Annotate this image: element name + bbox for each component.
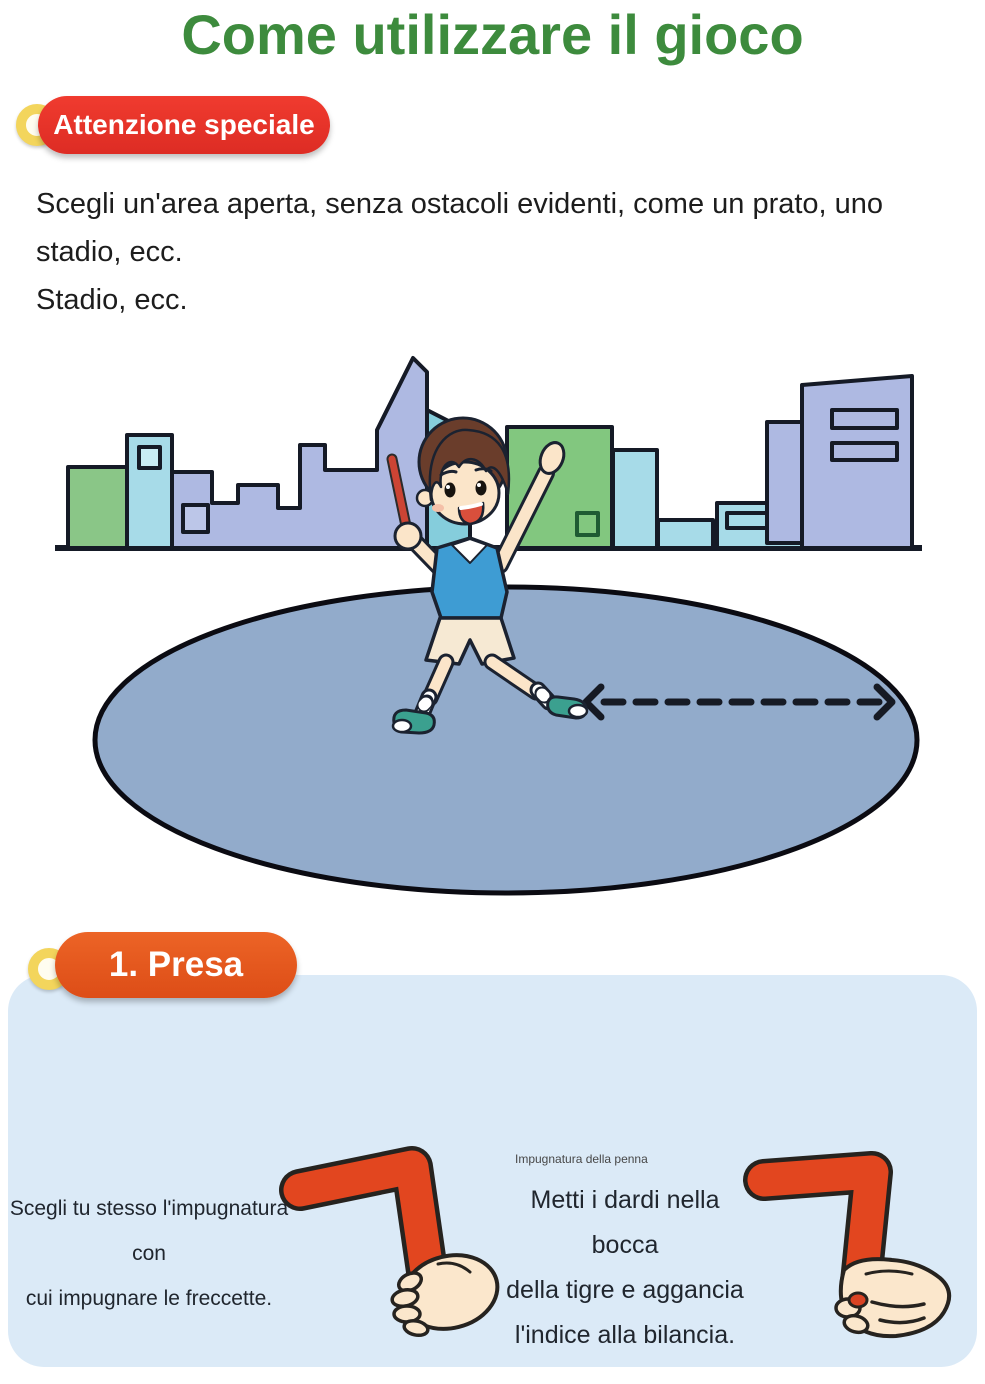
- grip-left-text-line: Scegli tu stesso l'impugnatura con: [9, 1197, 289, 1265]
- attention-badge-label: Attenzione speciale: [53, 109, 315, 140]
- grip-center-text: [500, 1178, 750, 1358]
- intro-line: Stadio, ecc.: [36, 284, 188, 316]
- page-title: Come utilizzare il gioco: [181, 3, 804, 66]
- grip-left-text-line: cui impugnare le freccette.: [25, 1287, 273, 1310]
- hand-icon: [836, 1259, 949, 1336]
- intro-paragraph: [36, 180, 946, 324]
- attention-badge: [38, 96, 330, 154]
- open-area-illustration: [0, 340, 985, 940]
- grip-section-badge: [55, 932, 297, 998]
- boomerang-grip-side-icon: [732, 1142, 985, 1352]
- intro-line: Scegli un'area aperta, senza ostacoli evidenti, come un prato, uno: [36, 188, 884, 220]
- pen-grip-caption: Impugnatura della penna: [515, 1152, 648, 1166]
- grip-center-text-line: della tigre e aggancia: [506, 1276, 744, 1304]
- grip-section-badge-label: 1. Presa: [108, 945, 244, 984]
- grip-center-text-line: Metti i dardi nella bocca: [530, 1186, 720, 1259]
- intro-line: stadio, ecc.: [36, 236, 183, 268]
- grip-left-text: [6, 1186, 292, 1321]
- grip-center-text-line: l'indice alla bilancia.: [514, 1321, 736, 1349]
- boomerang-grip-pen-icon: [278, 1142, 513, 1347]
